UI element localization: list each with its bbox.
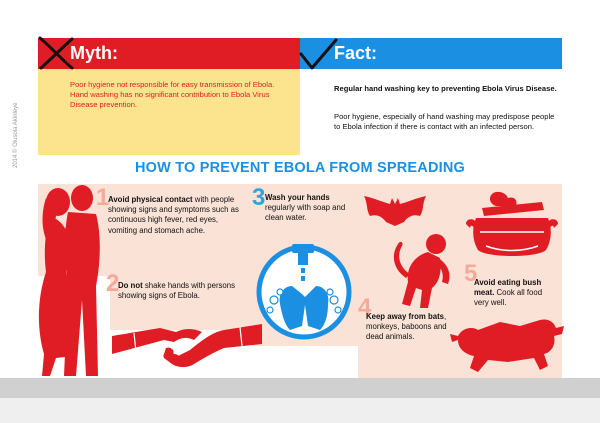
bush-meat-icon (448, 312, 568, 376)
tip-text-1: Avoid physical contact with people showing signs and symptoms such as continuous high fever, red eyes, vomiting and stomach ache. (108, 195, 239, 235)
fact-title: Fact: (334, 43, 378, 63)
monkey-icon (384, 230, 458, 310)
myth-text: Poor hygiene not responsible for easy transmission of Ebola. Hand washing has no significant contribution to Ebola Virus Disease prevention. (70, 80, 275, 109)
embracing-couple-icon (16, 176, 112, 382)
tip-text-2: Do not shake hands with persons showing signs of Ebola. (118, 281, 236, 301)
myth-title: Myth: (70, 43, 118, 63)
copyright-notice (10, 60, 20, 170)
cooking-pot-icon (462, 188, 562, 260)
check-icon (298, 36, 338, 72)
svg-text:2014 © Olusola Akinleye: 2014 © Olusola Akinleye (13, 102, 19, 168)
ground-base (0, 398, 600, 423)
bat-icon (360, 196, 430, 230)
tip-number: 2 (106, 270, 120, 297)
hand-washing-icon (256, 238, 356, 342)
fact-lead: Regular hand washing key to preventing Ebola Virus Disease. (334, 84, 557, 93)
tip-number: 5 (464, 260, 478, 287)
page-title: HOW TO PREVENT EBOLA FROM SPREADING (134, 160, 466, 176)
tip-number: 3 (252, 184, 266, 211)
fact-text: Poor hygiene, especially of hand washing may predispose people to Ebola infection if there is contact with an infected person. (334, 112, 555, 131)
tip-number: 1 (96, 184, 110, 211)
handshake-icon (112, 318, 262, 382)
tip-text-3: Wash your hands regularly with soap and clean water. (265, 193, 346, 223)
tip-text-4: Keep away from bats, monkeys, baboons and dead animals. (366, 312, 447, 342)
tip-number: 4 (358, 294, 372, 321)
tip-text-5: Avoid eating bush meat. Cook all food very well. (474, 278, 543, 308)
